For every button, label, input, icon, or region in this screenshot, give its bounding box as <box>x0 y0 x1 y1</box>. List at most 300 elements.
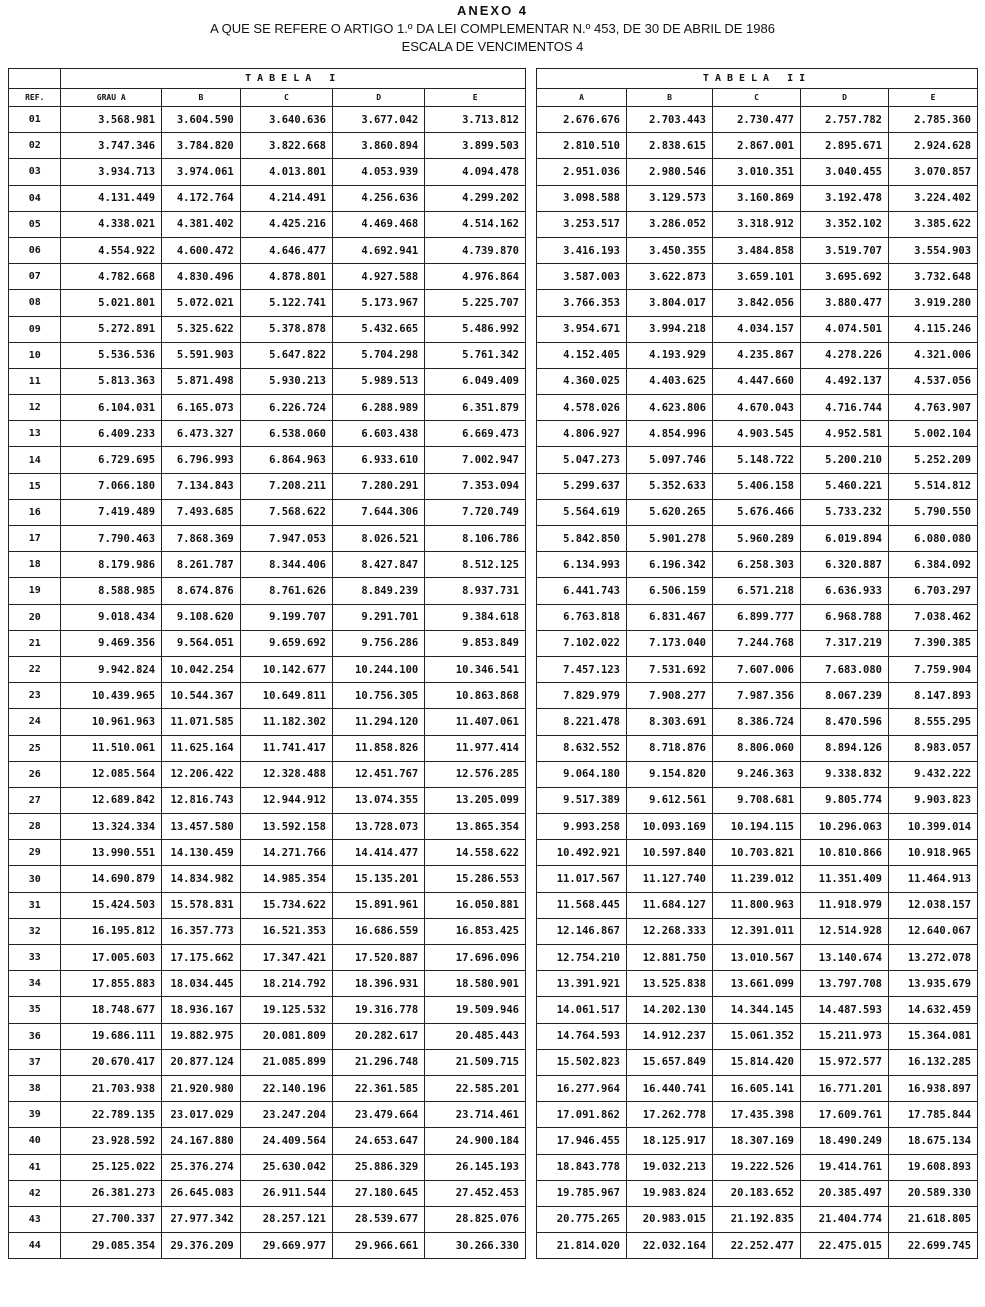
tabela-ii-cell-e: 7.038.462 <box>889 604 978 630</box>
table-row <box>537 735 978 761</box>
tabela-i-cell-c: 4.425.216 <box>240 211 332 237</box>
tabela-i-cell-c: 9.659.692 <box>240 630 332 656</box>
table-row <box>9 814 526 840</box>
tabela-i-cell-e: 9.853.849 <box>425 630 526 656</box>
tabela-i-cell-d: 15.891.961 <box>332 892 424 918</box>
table-row <box>537 578 978 604</box>
tabela-i-cell-c: 11.182.302 <box>240 709 332 735</box>
tabela-i-cell-a: 7.066.180 <box>61 473 162 499</box>
tabela-ii-cell-c: 21.192.835 <box>713 1206 801 1232</box>
tabela-i-cell-c: 5.378.878 <box>240 316 332 342</box>
tabela-ii-cell-c: 8.386.724 <box>713 709 801 735</box>
ref-cell: 43 <box>9 1206 61 1232</box>
ref-cell: 13 <box>9 421 61 447</box>
tabela-i-cell-e: 4.976.864 <box>425 264 526 290</box>
tabela-i-cell-e: 11.977.414 <box>425 735 526 761</box>
tabela-i-cell-a: 6.104.031 <box>61 395 162 421</box>
table-row <box>9 1128 526 1154</box>
tabela-ii-cell-d: 4.278.226 <box>801 342 889 368</box>
tabela-ii-cell-d: 8.470.596 <box>801 709 889 735</box>
tabela-ii-cell-c: 7.987.356 <box>713 683 801 709</box>
tabela-ii-cell-b: 3.804.017 <box>627 290 713 316</box>
tabela-i-cell-a: 3.747.346 <box>61 133 162 159</box>
tabela-i-cell-e: 6.669.473 <box>425 421 526 447</box>
table-row <box>9 552 526 578</box>
table-row <box>537 709 978 735</box>
tabela-i-cell-d: 6.288.989 <box>332 395 424 421</box>
tabela-ii-cell-c: 6.899.777 <box>713 604 801 630</box>
tabela-ii-cell-b: 6.196.342 <box>627 552 713 578</box>
tabela-i-cell-e: 8.106.786 <box>425 526 526 552</box>
ref-cell: 28 <box>9 814 61 840</box>
table-row <box>537 264 978 290</box>
tabela-ii-cell-a: 8.221.478 <box>537 709 627 735</box>
tabela-i-cell-c: 12.328.488 <box>240 761 332 787</box>
tabela-ii-cell-a: 20.775.265 <box>537 1206 627 1232</box>
tabela-ii-cell-e: 5.002.104 <box>889 421 978 447</box>
tabela-i-cell-d: 5.704.298 <box>332 342 424 368</box>
tabela-ii-cell-d: 13.797.708 <box>801 971 889 997</box>
tabela-ii-cell-d: 4.952.581 <box>801 421 889 447</box>
tabela-i-cell-b: 18.936.167 <box>162 997 241 1023</box>
ref-cell: 21 <box>9 630 61 656</box>
ref-cell: 11 <box>9 368 61 394</box>
table-row <box>537 604 978 630</box>
tabela-ii-cell-d: 6.320.887 <box>801 552 889 578</box>
tabela-i-cell-d: 8.849.239 <box>332 578 424 604</box>
tabela-i-cell-b: 11.625.164 <box>162 735 241 761</box>
table-row <box>537 997 978 1023</box>
tabela-i-cell-d: 4.053.939 <box>332 159 424 185</box>
table-row <box>9 368 526 394</box>
tabela-ii-cell-c: 3.659.101 <box>713 264 801 290</box>
ref-cell: 16 <box>9 499 61 525</box>
table-row <box>537 787 978 813</box>
table-row <box>9 526 526 552</box>
tabela-ii-cell-b: 3.994.218 <box>627 316 713 342</box>
tabela-i-cell-d: 5.989.513 <box>332 368 424 394</box>
tabela-i-cell-c: 10.142.677 <box>240 656 332 682</box>
table-row <box>9 578 526 604</box>
table-row <box>9 892 526 918</box>
ref-cell: 25 <box>9 735 61 761</box>
tabela-i-cell-c: 20.081.809 <box>240 1023 332 1049</box>
tabela-ii-cell-a: 2.676.676 <box>537 107 627 133</box>
tabela-i-cell-e: 3.899.503 <box>425 133 526 159</box>
tabela-ii-cell-e: 18.675.134 <box>889 1128 978 1154</box>
tabela-ii-cell-c: 22.252.477 <box>713 1233 801 1259</box>
tabela-i-cell-b: 24.167.880 <box>162 1128 241 1154</box>
tabela-ii-cell-b: 5.352.633 <box>627 473 713 499</box>
ref-cell: 07 <box>9 264 61 290</box>
tabela-ii-cell-c: 15.814.420 <box>713 1049 801 1075</box>
tabela-i-cell-d: 12.451.767 <box>332 761 424 787</box>
tabela-i-cell-d: 27.180.645 <box>332 1180 424 1206</box>
tabela-i-cell-d: 8.427.847 <box>332 552 424 578</box>
tabela-ii-cell-b: 3.286.052 <box>627 211 713 237</box>
tabela-i-cell-c: 6.538.060 <box>240 421 332 447</box>
tabela-i-cell-a: 10.961.963 <box>61 709 162 735</box>
tabela-i-cell-e: 6.351.879 <box>425 395 526 421</box>
tabela-i-cell-b: 6.796.993 <box>162 447 241 473</box>
tabela-ii-cell-b: 4.403.625 <box>627 368 713 394</box>
tabela-i-cell-a: 6.409.233 <box>61 421 162 447</box>
ref-cell: 38 <box>9 1075 61 1101</box>
table-row <box>9 421 526 447</box>
tabela-i-cell-d: 14.414.477 <box>332 840 424 866</box>
tabela-i-cell-a: 11.510.061 <box>61 735 162 761</box>
tabela-i-cell-a: 12.085.564 <box>61 761 162 787</box>
ref-cell: 10 <box>9 342 61 368</box>
ref-cell: 27 <box>9 787 61 813</box>
table-row <box>9 1154 526 1180</box>
tabela-i-cell-d: 3.677.042 <box>332 107 424 133</box>
tabela-ii <box>536 68 978 1259</box>
tabela-ii-cell-a: 13.391.921 <box>537 971 627 997</box>
tabela-ii-cell-e: 12.038.157 <box>889 892 978 918</box>
tabela-ii-cell-d: 5.200.210 <box>801 447 889 473</box>
table-row <box>9 395 526 421</box>
tabela-ii-cell-c: 6.258.303 <box>713 552 801 578</box>
table-row <box>9 1023 526 1049</box>
tabela-ii-cell-a: 14.061.517 <box>537 997 627 1023</box>
table-row <box>9 866 526 892</box>
tabela-i-cell-d: 6.933.610 <box>332 447 424 473</box>
tabela-ii-cell-b: 15.657.849 <box>627 1049 713 1075</box>
tabela-ii-cell-c: 12.391.011 <box>713 918 801 944</box>
col-header-d: D <box>332 89 424 107</box>
tabela-i-cell-c: 12.944.912 <box>240 787 332 813</box>
tabela-ii-cell-e: 16.132.285 <box>889 1049 978 1075</box>
law-reference: A QUE SE REFERE O ARTIGO 1.º DA LEI COMPLEMENTAR N.º 453, DE 30 DE ABRIL DE 1986 <box>210 21 775 36</box>
tabela-i-cell-d: 7.644.306 <box>332 499 424 525</box>
tabela-i-cell-e: 10.863.868 <box>425 683 526 709</box>
tabela-ii-cell-b: 9.612.561 <box>627 787 713 813</box>
tabela-ii-cell-a: 5.842.850 <box>537 526 627 552</box>
tabela-ii-cell-a: 17.946.455 <box>537 1128 627 1154</box>
tabela-i-cell-b: 18.034.445 <box>162 971 241 997</box>
tabela-ii-cell-d: 15.211.973 <box>801 1023 889 1049</box>
tabela-ii-cell-b: 20.983.015 <box>627 1206 713 1232</box>
tabela-ii-cell-a: 5.564.619 <box>537 499 627 525</box>
tabela-ii-cell-d: 15.972.577 <box>801 1049 889 1075</box>
tabela-ii-cell-c: 8.806.060 <box>713 735 801 761</box>
table-row <box>537 1102 978 1128</box>
tabela-i-cell-d: 4.692.941 <box>332 237 424 263</box>
tabela-i-cell-e: 4.299.202 <box>425 185 526 211</box>
tabela-ii-cell-d: 21.404.774 <box>801 1206 889 1232</box>
tabela-i-cell-e: 7.353.094 <box>425 473 526 499</box>
table-row <box>9 630 526 656</box>
tabela-ii-cell-e: 10.918.965 <box>889 840 978 866</box>
tabela-ii-cell-b: 7.173.040 <box>627 630 713 656</box>
table-row <box>537 133 978 159</box>
tabela-ii-cell-c: 7.244.768 <box>713 630 801 656</box>
tabela-i-cell-a: 10.439.965 <box>61 683 162 709</box>
tabela-ii-cell-e: 3.224.402 <box>889 185 978 211</box>
tabela-i-cell-d: 19.316.778 <box>332 997 424 1023</box>
tabela-ii-cell-b: 3.622.873 <box>627 264 713 290</box>
table-row <box>9 918 526 944</box>
tabela-i-cell-c: 25.630.042 <box>240 1154 332 1180</box>
tabela-i-cell-c: 4.646.477 <box>240 237 332 263</box>
tabela-ii-cell-c: 7.607.006 <box>713 656 801 682</box>
table-row <box>9 473 526 499</box>
table-row <box>537 526 978 552</box>
tabela-ii-cell-d: 5.460.221 <box>801 473 889 499</box>
tabela-i-cell-c: 22.140.196 <box>240 1075 332 1101</box>
tabela-i-cell-e: 10.346.541 <box>425 656 526 682</box>
tabela-ii-cell-c: 3.160.869 <box>713 185 801 211</box>
tabela-ii-cell-d: 19.414.761 <box>801 1154 889 1180</box>
tabela-i-cell-a: 27.700.337 <box>61 1206 162 1232</box>
tabela-i-cell-d: 5.432.665 <box>332 316 424 342</box>
tabela-i-cell-d: 4.256.636 <box>332 185 424 211</box>
tabela-i-cell-b: 29.376.209 <box>162 1233 241 1259</box>
tabela-i-cell-b: 7.493.685 <box>162 499 241 525</box>
tabela-ii-cell-e: 6.384.092 <box>889 552 978 578</box>
tabela-i-cell-e: 27.452.453 <box>425 1180 526 1206</box>
table-row <box>537 499 978 525</box>
tabela-i-cell-e: 16.853.425 <box>425 918 526 944</box>
tabela-i-cell-d: 29.966.661 <box>332 1233 424 1259</box>
table-row <box>9 447 526 473</box>
ref-cell: 40 <box>9 1128 61 1154</box>
tabela-ii-cell-d: 10.810.866 <box>801 840 889 866</box>
tabela-i-cell-b: 3.974.061 <box>162 159 241 185</box>
ref-cell: 02 <box>9 133 61 159</box>
tabela-ii-cell-d: 18.490.249 <box>801 1128 889 1154</box>
tabela-i-cell-d: 4.469.468 <box>332 211 424 237</box>
table-row <box>9 237 526 263</box>
col-header-c: C <box>240 89 332 107</box>
tabela-ii-cell-d: 9.805.774 <box>801 787 889 813</box>
tabela-ii-cell-a: 16.277.964 <box>537 1075 627 1101</box>
table-row <box>537 814 978 840</box>
table-row <box>537 237 978 263</box>
tabela-ii-cell-b: 22.032.164 <box>627 1233 713 1259</box>
tabela-ii-cell-a: 4.152.405 <box>537 342 627 368</box>
tabela-ii-cell-e: 7.390.385 <box>889 630 978 656</box>
tabela-ii-cell-c: 4.034.157 <box>713 316 801 342</box>
tabela-i-cell-a: 4.782.668 <box>61 264 162 290</box>
ref-cell: 37 <box>9 1049 61 1075</box>
tabela-i-cell-e: 6.049.409 <box>425 368 526 394</box>
tabela-i-cell-c: 4.878.801 <box>240 264 332 290</box>
tabela-ii-cell-d: 3.519.707 <box>801 237 889 263</box>
ref-cell: 12 <box>9 395 61 421</box>
tabela-ii-cell-e: 13.272.078 <box>889 945 978 971</box>
ref-cell: 26 <box>9 761 61 787</box>
tabela-i-cell-c: 14.985.354 <box>240 866 332 892</box>
tabela-i-cell-c: 29.669.977 <box>240 1233 332 1259</box>
tabela-i-cell-a: 20.670.417 <box>61 1049 162 1075</box>
tabela-i-cell-e: 13.865.354 <box>425 814 526 840</box>
tabela-ii-cell-e: 8.147.893 <box>889 683 978 709</box>
tabela-ii-cell-d: 8.067.239 <box>801 683 889 709</box>
tabela-i-cell-d: 20.282.617 <box>332 1023 424 1049</box>
table-row <box>9 683 526 709</box>
tabela-i-cell-a: 13.324.334 <box>61 814 162 840</box>
table-row <box>9 787 526 813</box>
tabela-i-cell-d: 11.858.826 <box>332 735 424 761</box>
tabela-i-cell-a: 25.125.022 <box>61 1154 162 1180</box>
table-row <box>9 1049 526 1075</box>
tabela-i-cell-d: 10.756.305 <box>332 683 424 709</box>
tabela-i-cell-e: 15.286.553 <box>425 866 526 892</box>
tabela-ii-cell-c: 15.061.352 <box>713 1023 801 1049</box>
tabela-ii-cell-b: 10.093.169 <box>627 814 713 840</box>
tabela-ii-cell-a: 3.253.517 <box>537 211 627 237</box>
tabela-ii-cell-e: 20.589.330 <box>889 1180 978 1206</box>
table-row <box>9 1233 526 1259</box>
tabela-ii-cell-e: 4.115.246 <box>889 316 978 342</box>
table-row <box>9 997 526 1023</box>
tabela-ii-cell-d: 3.695.692 <box>801 264 889 290</box>
table-row <box>9 656 526 682</box>
tabela-ii-cell-c: 4.670.043 <box>713 395 801 421</box>
tabela-ii-cell-e: 6.080.080 <box>889 526 978 552</box>
table-row <box>537 1180 978 1206</box>
tabela-ii-cell-c: 2.730.477 <box>713 107 801 133</box>
tabela-i-cell-c: 18.214.792 <box>240 971 332 997</box>
tabela-i-cell-a: 13.990.551 <box>61 840 162 866</box>
tabela-i-title: TABELA I <box>61 69 526 89</box>
tabela-ii-cell-c: 13.661.099 <box>713 971 801 997</box>
ref-cell: 08 <box>9 290 61 316</box>
tabela-i-cell-d: 16.686.559 <box>332 918 424 944</box>
tabela-i-cell-a: 8.179.986 <box>61 552 162 578</box>
tabela-i-cell-c: 9.199.707 <box>240 604 332 630</box>
table-row <box>537 1233 978 1259</box>
tabela-i-cell-c: 26.911.544 <box>240 1180 332 1206</box>
table-row <box>537 1023 978 1049</box>
tabela-ii-cell-a: 3.098.588 <box>537 185 627 211</box>
table-row <box>537 1206 978 1232</box>
tabela-ii-cell-a: 2.810.510 <box>537 133 627 159</box>
tabela-ii-cell-a: 4.578.026 <box>537 395 627 421</box>
tabela-ii-cell-a: 6.441.743 <box>537 578 627 604</box>
ref-cell: 41 <box>9 1154 61 1180</box>
col-header-a: GRAU A <box>61 89 162 107</box>
tabela-ii-cell-e: 19.608.893 <box>889 1154 978 1180</box>
table-row <box>9 159 526 185</box>
tabela-i-cell-c: 5.647.822 <box>240 342 332 368</box>
ref-cell: 14 <box>9 447 61 473</box>
tabela-ii-cell-e: 6.703.297 <box>889 578 978 604</box>
table-row <box>537 840 978 866</box>
tabela-ii-cell-d: 8.894.126 <box>801 735 889 761</box>
tabela-i-cell-e: 3.713.812 <box>425 107 526 133</box>
tabela-ii-cell-d: 4.492.137 <box>801 368 889 394</box>
col-header-e: E <box>889 89 978 107</box>
tabela-ii-cell-b: 19.032.213 <box>627 1154 713 1180</box>
tabela-i-cell-b: 20.877.124 <box>162 1049 241 1075</box>
ref-cell: 30 <box>9 866 61 892</box>
table-row <box>9 761 526 787</box>
table-row <box>537 1128 978 1154</box>
tabela-i-cell-a: 16.195.812 <box>61 918 162 944</box>
tabela-i-cell-a: 17.855.883 <box>61 971 162 997</box>
ref-cell: 18 <box>9 552 61 578</box>
table-row <box>9 342 526 368</box>
tabela-i-cell-c: 23.247.204 <box>240 1102 332 1128</box>
ref-cell: 34 <box>9 971 61 997</box>
tabela-i-cell-e: 12.576.285 <box>425 761 526 787</box>
tabela-ii-cell-e: 10.399.014 <box>889 814 978 840</box>
tabela-ii-cell-b: 6.506.159 <box>627 578 713 604</box>
table-row <box>9 1206 526 1232</box>
col-header-e: E <box>425 89 526 107</box>
table-row <box>537 866 978 892</box>
ref-cell: 31 <box>9 892 61 918</box>
table-row <box>537 290 978 316</box>
table-row <box>9 840 526 866</box>
tabela-i-cell-e: 11.407.061 <box>425 709 526 735</box>
tabela-ii-cell-b: 5.097.746 <box>627 447 713 473</box>
tabela-i-cell-e: 4.739.870 <box>425 237 526 263</box>
tabela-ii-cell-c: 20.183.652 <box>713 1180 801 1206</box>
tabela-i-cell-b: 8.261.787 <box>162 552 241 578</box>
tabela-ii-cell-e: 3.732.648 <box>889 264 978 290</box>
tabela-i-cell-a: 5.813.363 <box>61 368 162 394</box>
tabela-ii-cell-b: 8.303.691 <box>627 709 713 735</box>
table-row <box>9 133 526 159</box>
tabela-i-cell-d: 3.860.894 <box>332 133 424 159</box>
table-row <box>537 473 978 499</box>
tabela-i-cell-e: 7.002.947 <box>425 447 526 473</box>
tabela-ii-cell-d: 6.968.788 <box>801 604 889 630</box>
tabela-i-cell-b: 9.564.051 <box>162 630 241 656</box>
tabela-ii-cell-b: 2.703.443 <box>627 107 713 133</box>
tabela-i-cell-d: 9.291.701 <box>332 604 424 630</box>
tabela-ii-cell-c: 4.903.545 <box>713 421 801 447</box>
tabela-ii-cell-c: 4.235.867 <box>713 342 801 368</box>
tabela-i-cell-d: 4.927.588 <box>332 264 424 290</box>
col-header-b: B <box>627 89 713 107</box>
tabela-ii-cell-a: 3.587.003 <box>537 264 627 290</box>
tabela-i-cell-a: 18.748.677 <box>61 997 162 1023</box>
tabela-ii-cell-a: 2.951.036 <box>537 159 627 185</box>
tabela-ii-cell-b: 4.623.806 <box>627 395 713 421</box>
tabela-i-cell-a: 5.021.801 <box>61 290 162 316</box>
tabela-i-cell-c: 8.344.406 <box>240 552 332 578</box>
ref-cell: 39 <box>9 1102 61 1128</box>
tabela-i-cell-e: 24.900.184 <box>425 1128 526 1154</box>
tabela-ii-cell-a: 12.754.210 <box>537 945 627 971</box>
tabela-ii-cell-b: 7.531.692 <box>627 656 713 682</box>
tabela-ii-cell-e: 13.935.679 <box>889 971 978 997</box>
tabela-i-cell-e: 7.720.749 <box>425 499 526 525</box>
tabela-ii-cell-b: 6.831.467 <box>627 604 713 630</box>
tabela-i-cell-b: 4.600.472 <box>162 237 241 263</box>
tabela-ii-cell-a: 19.785.967 <box>537 1180 627 1206</box>
tabela-ii-cell-d: 3.352.102 <box>801 211 889 237</box>
tabela-ii-cell-e: 4.763.907 <box>889 395 978 421</box>
tabela-ii-cell-d: 17.609.761 <box>801 1102 889 1128</box>
tabela-ii-cell-e: 5.790.550 <box>889 499 978 525</box>
tabela-i-cell-a: 9.018.434 <box>61 604 162 630</box>
tabela-i-cell-a: 29.085.354 <box>61 1233 162 1259</box>
tabela-i-cell-b: 4.381.402 <box>162 211 241 237</box>
table-row <box>9 1180 526 1206</box>
table-row <box>537 683 978 709</box>
tabela-ii-cell-e: 8.983.057 <box>889 735 978 761</box>
tabela-ii-cell-a: 5.299.637 <box>537 473 627 499</box>
tabela-ii-cell-c: 2.867.001 <box>713 133 801 159</box>
tabela-i-cell-d: 8.026.521 <box>332 526 424 552</box>
tabela-ii-cell-b: 19.983.824 <box>627 1180 713 1206</box>
